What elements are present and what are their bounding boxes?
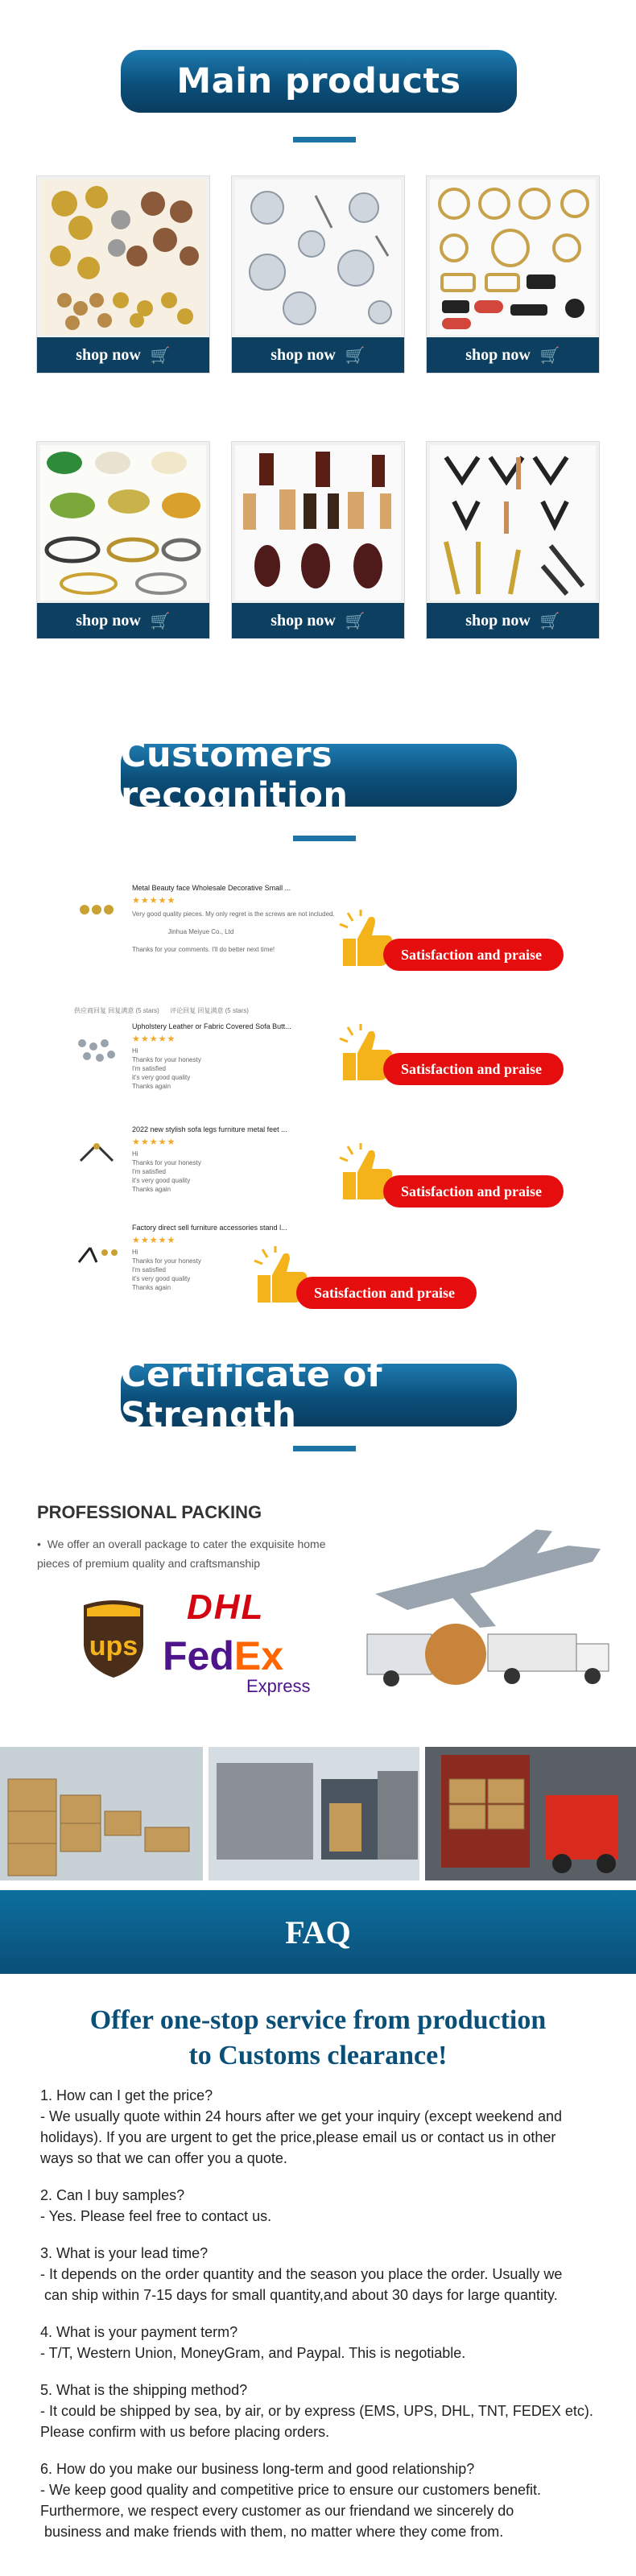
shop-now-button[interactable]: shop now 🛒 (427, 603, 599, 638)
faq-question: 3. What is your lead time? (40, 2245, 209, 2261)
review-title: 2022 new stylish sofa legs furniture metal feet ... (132, 1125, 287, 1133)
section-underline (293, 1446, 356, 1451)
fedex-logo: FedEx (163, 1633, 284, 1678)
packing-bullet: • We offer an overall package to cater the exquisite home pieces of premium quality and craftsmanship (37, 1538, 326, 1570)
crystal-buttons-image (235, 180, 401, 335)
section-title: Certificate of Strength (121, 1355, 383, 1435)
packing-title: PROFESSIONAL PACKING (37, 1502, 262, 1522)
metal-ornaments-image (430, 180, 596, 335)
star-rating: ★★★★★ (132, 1236, 176, 1245)
faq-question: 1. How can I get the price? (40, 2087, 213, 2103)
container-loading-photo (425, 1747, 636, 1880)
faq-banner (0, 1890, 636, 1974)
shop-now-button[interactable]: shop now 🛒 (37, 603, 209, 638)
faq-answer: - It could be shipped by sea, by air, or by express (EMS, UPS, DHL, TNT, FEDEX etc). Please confirm with us before placing orders. (40, 2403, 593, 2440)
section-underline (293, 836, 356, 841)
product-card[interactable] (36, 175, 210, 374)
product-card[interactable] (426, 175, 600, 374)
decorative-nails-image (40, 180, 206, 335)
ups-logo (77, 1597, 150, 1681)
product-card[interactable] (231, 441, 405, 639)
product-card[interactable] (36, 441, 210, 639)
review-text: Hi Thanks for your honesty I'm satisfied it's very good quality Thanks again (132, 1150, 201, 1193)
section-title: Main products (176, 61, 461, 101)
faq-answer: - Yes. Please feel free to contact us. (40, 2208, 272, 2224)
faq-answer: - T/T, Western Union, MoneyGram, and Paypal. This is negotiable. (40, 2345, 466, 2361)
main-products-banner (121, 50, 517, 113)
svg-text:ups: ups (89, 1631, 138, 1662)
praise-badge: Satisfaction and praise (383, 1053, 564, 1085)
cart-icon: 🛒 (150, 346, 171, 365)
product-thumbnail (72, 1034, 121, 1069)
cart-icon: 🛒 (345, 346, 365, 365)
review-text: Hi Thanks for your honesty I'm satisfied it's very good quality Thanks again (132, 1047, 201, 1090)
product-card[interactable] (426, 441, 600, 639)
cart-icon: 🛒 (539, 612, 560, 630)
product-thumbnail (72, 1235, 121, 1270)
logistics-illustration (359, 1513, 625, 1699)
furniture-legs-image (235, 445, 401, 601)
faq-question: 5. What is the shipping method? (40, 2382, 248, 2398)
review-card (72, 1125, 338, 1193)
praise-badge: Satisfaction and praise (383, 939, 564, 971)
truck-loading-photo (209, 1747, 419, 1880)
metal-legs-image (430, 445, 596, 601)
praise-badge: Satisfaction and praise (383, 1175, 564, 1208)
shop-now-button[interactable]: shop now 🛒 (37, 337, 209, 373)
review-card (72, 1022, 338, 1095)
shop-now-button[interactable]: shop now 🛒 (427, 337, 599, 373)
star-rating: ★★★★★ (132, 1137, 176, 1147)
faq-answer: - We usually quote within 24 hours after we get your inquiry (except weekend and holidays). If you are urgent to get the price,please email us or contact us in other ways so that we can offer you a quote. (40, 2108, 563, 2166)
faq-question: 2. Can I buy samples? (40, 2187, 185, 2203)
cart-icon: 🛒 (539, 346, 560, 365)
certificate-banner (121, 1355, 517, 1435)
dhl-logo: DHL (187, 1587, 265, 1627)
faq-headline: Offer one-stop service from production to Customs clearance! (89, 2005, 547, 2070)
star-rating: ★★★★★ (132, 896, 176, 906)
section-title: Customers recognition (121, 735, 349, 815)
section-underline (293, 137, 356, 142)
shop-now-button[interactable]: shop now 🛒 (232, 337, 404, 373)
product-thumbnail (72, 895, 121, 931)
faq-answer: - We keep good quality and competitive price to ensure our customers benefit. Furthermore, we respect every customer as our friendand we sincerely do business and make friends with them, no matter where they come from. (40, 2482, 542, 2540)
cart-icon: 🛒 (345, 612, 365, 630)
review-title: Upholstery Leather or Fabric Covered Sofa Butt... (132, 1022, 291, 1030)
fedex-express-label: Express (246, 1676, 311, 1696)
review-title: Metal Beauty face Wholesale Decorative Small ... (132, 884, 291, 892)
review-tabs: 供应商回复 回复满意 (5 stars) 评论回复 回复满意 (5 stars) (74, 1007, 249, 1014)
warehouse-photo (0, 1747, 203, 1880)
praise-badge: Satisfaction and praise (296, 1277, 477, 1309)
faq-question: 4. What is your payment term? (40, 2324, 238, 2340)
product-thumbnail (72, 1137, 121, 1172)
product-card[interactable] (231, 175, 405, 374)
faq-question: 6. How do you make our business long-term and good relationship? (40, 2461, 475, 2477)
cart-icon: 🛒 (150, 612, 171, 630)
customers-recognition-banner (121, 735, 517, 815)
star-rating: ★★★★★ (132, 1034, 176, 1044)
trim-tapes-image (40, 445, 206, 601)
shop-now-button[interactable]: shop now 🛒 (232, 603, 404, 638)
faq-list (40, 2085, 604, 2547)
review-text: Very good quality pieces. My only regret is the screws are not included. Jinhua Meiyue Co., Ltd Thanks for your comments. I'll do better next time! (132, 910, 335, 953)
section-title: FAQ (285, 1913, 351, 1951)
bullet-icon: • (37, 1538, 47, 1550)
faq-answer: - It depends on the order quantity and the season you place the order. Usually we can ship within 7-15 days for small quantity,and about 30 days for large quantity. (40, 2266, 563, 2303)
review-card (72, 884, 350, 980)
review-title: Factory direct sell furniture accessories stand l... (132, 1224, 287, 1232)
review-text: Hi Thanks for your honesty I'm satisfied it's very good quality Thanks again (132, 1249, 201, 1291)
